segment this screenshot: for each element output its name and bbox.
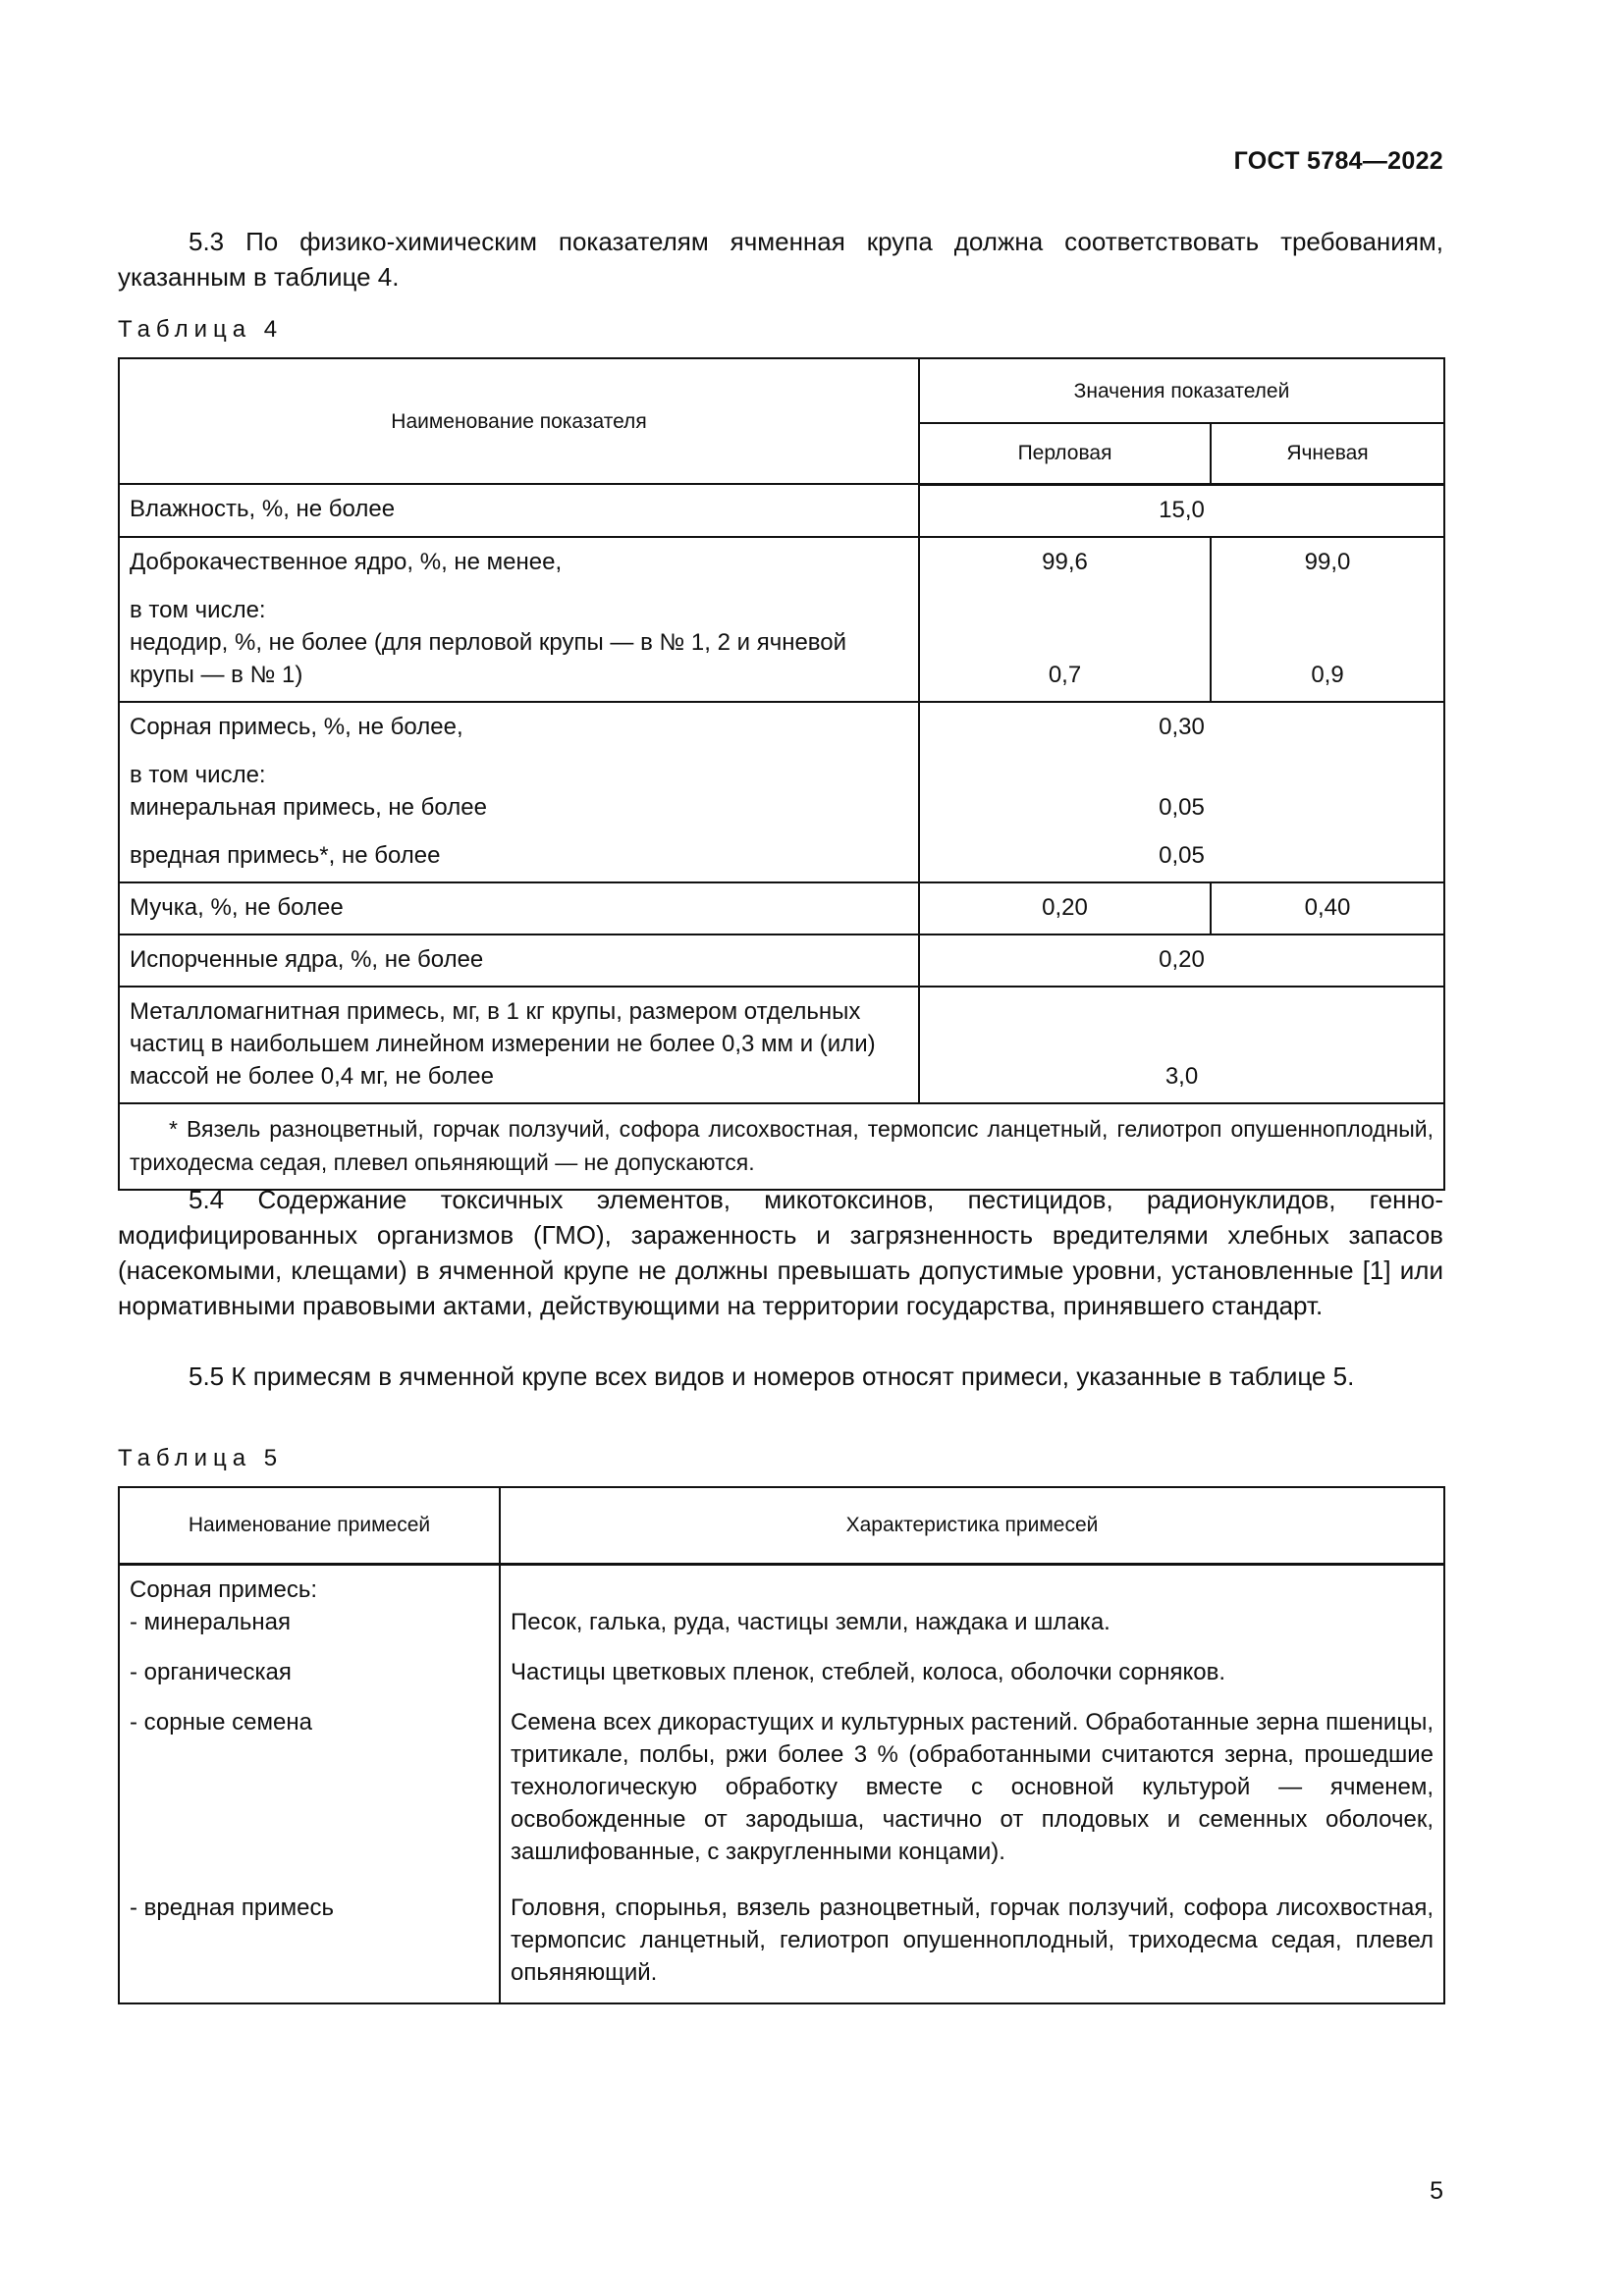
t5-r4-name: - вредная примесь (119, 1878, 500, 2003)
document-id-header: ГОСТ 5784—2022 (1233, 147, 1443, 175)
t5-row-mineral (119, 1564, 1444, 1648)
t4-r4-v2: 0,40 (1304, 893, 1351, 921)
t4-r2-v2b: 0,9 (1311, 661, 1344, 688)
table-4-caption: Таблица 4 (118, 316, 284, 343)
t4-r3-sub3: вредная примесь*, не более (130, 841, 441, 869)
t4-r3-v2: 0,05 (1159, 793, 1205, 821)
t5-r1-desc: Песок, галька, руда, частицы земли, наждака и шлака. (511, 1608, 1110, 1635)
t4-r5-value: 0,20 (1159, 945, 1205, 973)
t4-row-flour (119, 882, 1444, 934)
t5-r4-desc: Головня, спорынья, вязель разноцветный, горчак ползучий, софора лисохвостная, термопсис ланцетный, гелиотроп опушенноплодный, триходесма седая, плевел опьяняющий. (500, 1878, 1444, 2003)
t4-header-name: Наименование показателя (119, 358, 919, 484)
t4-header-yachnevaya: Ячневая (1211, 423, 1444, 484)
t5-row-weed-seeds (119, 1698, 1444, 1878)
t4-r6-label: Металломагнитная примесь, мг, в 1 кг крупы, размером отдельных частиц в наибольшем линейном измерении не более 0,3 мм и (или) массой не более 0,4 мг, не более (119, 987, 919, 1103)
t4-row-kernel (119, 537, 1444, 702)
t4-footnote-row (119, 1103, 1444, 1190)
t4-r4-v1: 0,20 (1042, 893, 1088, 921)
t4-r5-label: Испорченные ядра, %, не более (119, 934, 919, 987)
t4-r3-label: Сорная примесь, %, не более, (130, 713, 463, 740)
t4-r2-sub2: недодир, %, не более (для перловой крупы — в № 1, 2 и ячневой крупы — в № 1) (130, 628, 847, 688)
t5-row-harmful (119, 1878, 1444, 2003)
t4-r2-label: Доброкачественное ядро, %, не менее, (130, 548, 563, 575)
t5-r1-name: - минеральная (130, 1608, 291, 1635)
t5-r2-desc: Частицы цветковых пленок, стеблей, колоса, оболочки сорняков. (500, 1648, 1444, 1698)
t5-r2-name: - органическая (119, 1648, 500, 1698)
t4-r2-v2: 99,0 (1304, 548, 1351, 575)
t4-r3-sub2: минеральная примесь, не более (130, 793, 487, 821)
t4-r1-value: 15,0 (1159, 496, 1205, 523)
table-5 (118, 1486, 1445, 2004)
t4-r6-value: 3,0 (1164, 1062, 1199, 1090)
t4-header-values: Значения показателей (919, 358, 1444, 423)
t4-row-metal (119, 987, 1444, 1103)
t4-row-moisture (119, 484, 1444, 537)
paragraph-5-3: 5.3 По физико-химическим показателям ячменная крупа должна соответствовать требованиям, указанным в таблице 4. (118, 227, 1443, 292)
t4-header-perlovaya: Перловая (919, 423, 1211, 484)
t5-r3-name: - сорные семена (119, 1698, 500, 1878)
t4-r1-label: Влажность, %, не более (119, 484, 919, 537)
t4-r3-v3: 0,05 (1159, 841, 1205, 869)
t5-group-label: Сорная примесь: (130, 1575, 318, 1603)
paragraph-5-4: 5.4 Содержание токсичных элементов, микотоксинов, пестицидов, радионуклидов, генно-модифицированных организмов (ГМО), зараженность и загрязненность вредителями хлебных запасов (насекомыми, клещами) в ячменной крупе не должны превышать допустимые уровни, установленные [1] или нормативными правовыми актами, действующими на территории государства, принявшего стандарт. (118, 1185, 1443, 1320)
t4-r3-sub1: в том числе: (130, 761, 266, 788)
table-5-caption: Таблица 5 (118, 1445, 284, 1471)
t5-header-char: Характеристика примесей (500, 1487, 1444, 1564)
table-4 (118, 357, 1445, 1191)
t5-r3-desc: Семена всех дикорастущих и культурных растений. Обработанные зерна пшеницы, тритикале, полбы, ржи более 3 % (обработанными считаются зерна, прошедшие технологическую обработку вместе с основной культурой — ячменем, освобожденные от зародыша, частично от плодовых и семенных оболочек, зашлифованные, с закругленными концами). (500, 1698, 1444, 1878)
t4-row-spoiled (119, 934, 1444, 987)
t5-header-name: Наименование примесей (119, 1487, 500, 1564)
t4-r2-sub1: в том числе: (130, 596, 266, 623)
page-number: 5 (1430, 2177, 1443, 2205)
t4-r2-v1: 99,6 (1042, 548, 1088, 575)
t5-row-organic (119, 1648, 1444, 1698)
t4-footnote: * Вязель разноцветный, горчак ползучий, софора лисохвостная, термопсис ланцетный, гелиотроп опушенноплодный, триходесма седая, плевел опьяняющий — не допускаются. (119, 1103, 1444, 1190)
t4-r3-v1: 0,30 (1159, 713, 1205, 740)
t4-r4-label: Мучка, %, не более (119, 882, 919, 934)
paragraph-5-5: 5.5 К примесям в ячменной крупе всех видов и номеров относят примеси, указанные в таблице 5. (189, 1362, 1355, 1391)
t4-r2-v1b: 0,7 (1048, 661, 1082, 688)
t4-row-weed (119, 702, 1444, 882)
